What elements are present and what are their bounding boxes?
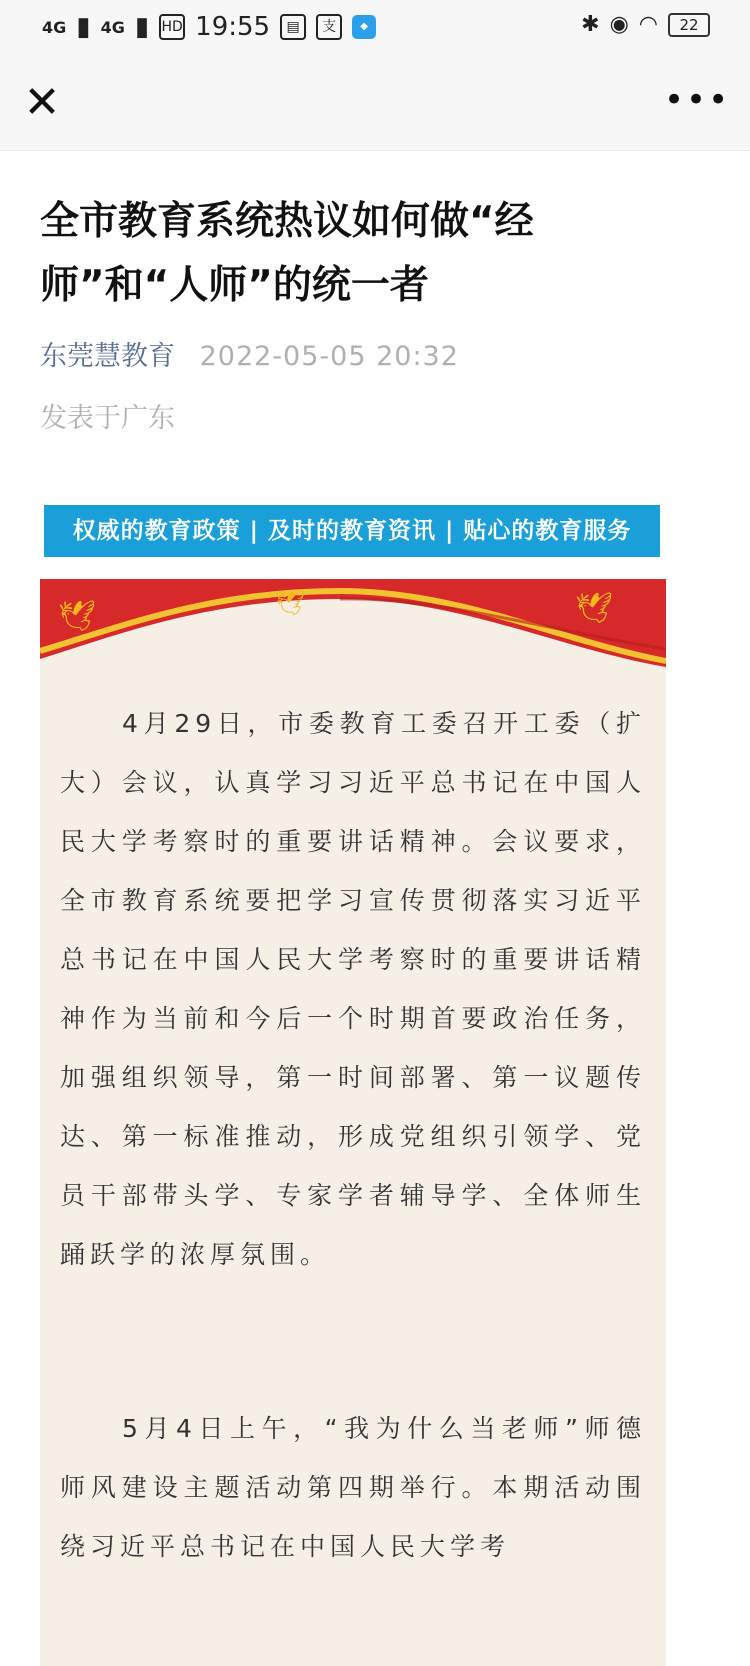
battery-icon: 22 xyxy=(668,13,710,37)
dove-icon: 🕊 xyxy=(575,591,614,626)
dove-icon: 🕊 xyxy=(58,599,97,634)
red-ribbon-decoration xyxy=(40,579,666,679)
signal-bars-icon: ▮ xyxy=(76,12,91,42)
publish-date: 2022-05-05 20:32 xyxy=(199,341,459,372)
article-paragraph: 4月29日，市委教育工委召开工委（扩大）会议，认真学习习近平总书记在中国人民大学考察时的重要讲话精神。会议要求，全市教育系统要把学习宣传贯彻落实习近平总书记在中国人民大学考察时的重要讲话精神作为当前和今后一个时期首要政治任务，加强组织领导，第一时间部署、第一议题传达、第一标准推动，形成党组织引领学、党员干部带头学、专家学者辅导学、全体师生踊跃学的浓厚氛围。 xyxy=(60,709,646,1269)
status-left xyxy=(42,12,376,42)
close-icon[interactable]: ✕ xyxy=(23,77,61,128)
publish-location: 发表于广东 xyxy=(40,403,175,434)
nav-bar xyxy=(0,60,750,151)
calendar-icon: ▤ xyxy=(280,14,306,40)
wifi-icon: ◠ xyxy=(638,12,658,37)
article-content-card xyxy=(40,579,666,1666)
account-name-link[interactable]: 东莞慧教育 xyxy=(40,341,175,372)
more-icon[interactable]: ••• xyxy=(664,80,731,120)
bluetooth-icon: ✱ xyxy=(581,12,600,37)
status-bar xyxy=(0,0,750,60)
status-right xyxy=(581,12,710,37)
signal-4g-2: 4G xyxy=(100,17,125,37)
article-meta xyxy=(40,337,459,377)
hd-icon: HD xyxy=(159,14,185,40)
article-paragraph: 5月4日上午，“我为什么当老师”师德师风建设主题活动第四期举行。本期活动围绕习近平总书记在中国人民大学考 xyxy=(60,1414,646,1561)
alarm-icon: ◉ xyxy=(609,12,629,37)
alipay-icon: 支 xyxy=(316,14,342,40)
app-notification-icon: ◆ xyxy=(352,15,376,39)
status-time: 19:55 xyxy=(195,12,271,42)
article-title: 全市教育系统热议如何做“经师”和“人师”的统一者 xyxy=(40,199,534,308)
slogan-banner: 权威的教育政策 | 及时的教育资讯 | 贴心的教育服务 xyxy=(44,505,660,557)
signal-4g-1: 4G xyxy=(42,17,67,37)
signal-bars-icon: ▮ xyxy=(134,12,150,42)
dove-icon: 🕊 xyxy=(275,589,306,617)
